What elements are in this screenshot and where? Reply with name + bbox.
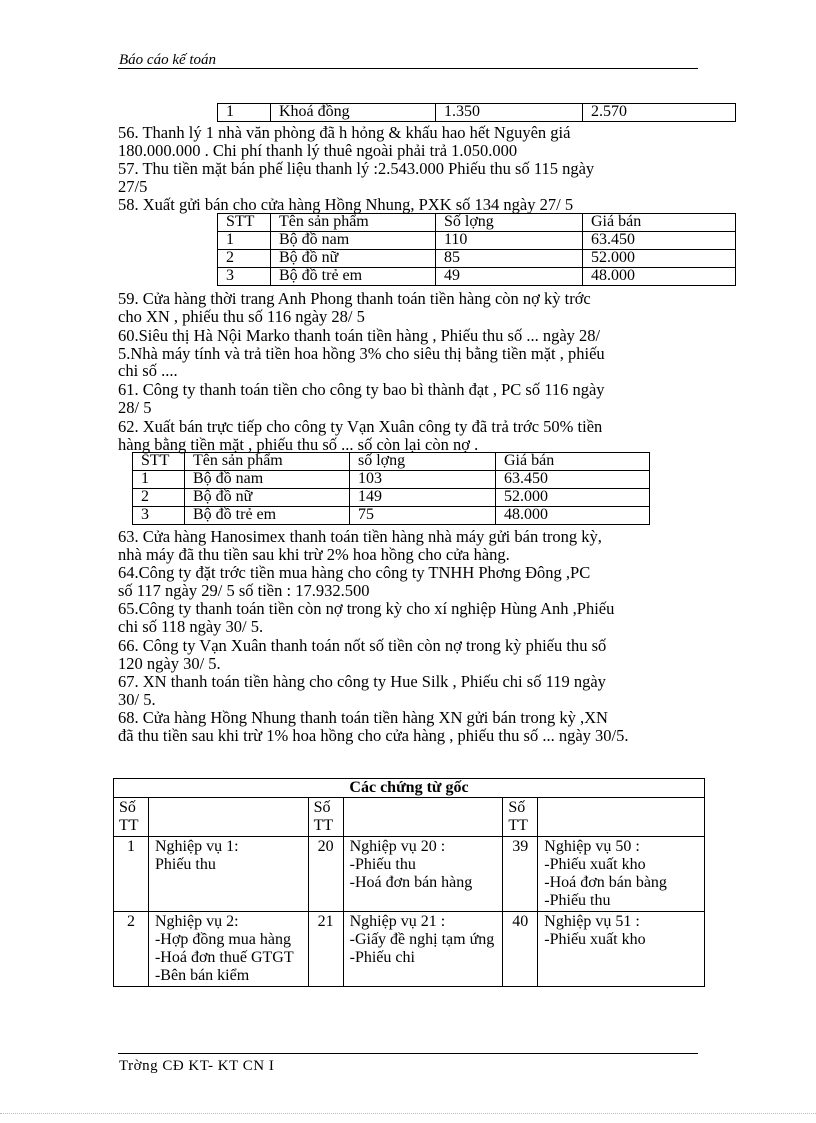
cell-line: Nghiệp vụ 2: — [154, 913, 239, 930]
table-cell: 39 — [503, 837, 538, 912]
item-62 — [118, 418, 698, 453]
column-header: Giá bán — [583, 214, 736, 232]
page-header: Báo cáo kế toán — [119, 52, 217, 68]
table-cell: 20 — [308, 837, 343, 912]
item-66 — [118, 637, 698, 672]
column-header: Tên sản phẩm — [271, 214, 436, 232]
cell-line: -Giấy đề nghị tạm ứng — [349, 931, 495, 948]
table-cell: 3 — [218, 268, 271, 286]
table-cell: 103 — [350, 471, 496, 489]
cell-line: -Phiếu thu — [544, 892, 611, 909]
product-table-62 — [132, 452, 650, 525]
table-cell: 149 — [350, 489, 496, 507]
column-header: Số TT — [503, 798, 538, 837]
table-cell: 1 — [114, 837, 149, 912]
item-64 — [118, 564, 698, 599]
table-cell — [148, 837, 308, 912]
footer-rule — [118, 1053, 698, 1054]
table-row — [133, 471, 650, 489]
item-58 — [118, 196, 698, 214]
table-cell: 21 — [308, 912, 343, 987]
text-line: 5.Nhà máy tính và trả tiền hoa hồng 3% cho siêu thị bằng tiền mặt , phiếu — [118, 343, 605, 363]
column-header: Số TT — [114, 798, 149, 837]
text-line: 60.Siêu thị Hà Nội Marko thanh toán tiền hàng , Phiếu thu số ... ngày 28/ — [118, 326, 601, 345]
text-line: chi số .... — [118, 361, 178, 380]
cell-line: Nghiệp vụ 20 : — [349, 838, 446, 855]
table-cell: 63.450 — [583, 232, 736, 250]
page-footer: Trờng CĐ KT- KT CN I — [119, 1058, 275, 1074]
table-cell: 1 — [218, 104, 271, 122]
table-row — [218, 104, 736, 122]
text-line: nhà máy đã thu tiền sau khi trừ 2% hoa hồng cho cửa hàng. — [118, 544, 510, 564]
table-cell: 49 — [436, 268, 583, 286]
table-cell — [538, 798, 705, 837]
text-line: 59. Cửa hàng thời trang Anh Phong thanh toán tiền hàng còn nợ kỳ trớc — [118, 289, 591, 308]
text-line: 28/ 5 — [118, 397, 152, 417]
table-row — [133, 507, 650, 525]
table-cell — [343, 798, 503, 837]
column-header: Giá bán — [496, 453, 650, 471]
cell-line: Nghiệp vụ 51 : — [544, 913, 640, 930]
text-line: 66. Công ty Vạn Xuân thanh toán nốt số tiền còn nợ trong kỳ phiếu thu số — [118, 636, 607, 655]
text-line: 63. Cửa hàng Hanosimex thanh toán tiền hàng nhà máy gửi bán trong kỳ, — [118, 527, 602, 546]
table-header-row — [218, 214, 736, 232]
item-60 — [118, 327, 698, 380]
table-cell: Bộ đồ trẻ em — [185, 507, 350, 525]
table-cell — [538, 912, 705, 987]
cell-line: Nghiệp vụ 50 : — [544, 838, 640, 855]
text-line: 57. Thu tiền mặt bán phế liệu thanh lý :2.543.000 Phiếu thu số 115 ngày — [118, 159, 595, 178]
table-cell — [343, 912, 503, 987]
text-line: 27/5 — [118, 176, 148, 196]
column-header: STT — [218, 214, 271, 232]
item-59 — [118, 290, 698, 325]
table-row — [218, 232, 736, 250]
table-row — [133, 489, 650, 507]
column-header: STT — [133, 453, 185, 471]
item-63 — [118, 528, 698, 563]
table-cell: 40 — [503, 912, 538, 987]
cell-line: -Hoá đơn thuế GTGT — [154, 949, 294, 966]
text-line: 65.Công ty thanh toán tiền còn nợ trong kỳ cho xí nghiệp Hùng Anh ,Phiếu — [118, 599, 615, 618]
cell-line: -Phiếu xuất kho — [544, 856, 646, 873]
top-partial-table — [217, 103, 736, 122]
table-header-row — [133, 453, 650, 471]
table-header-row — [114, 798, 705, 837]
table-title: Các chứng từ gốc — [114, 779, 705, 798]
table-cell: 52.000 — [583, 250, 736, 268]
table-cell: 2 — [114, 912, 149, 987]
text-line: 67. XN thanh toán tiền hàng cho công ty Hue Silk , Phiếu chi số 119 ngày — [118, 672, 606, 691]
table-cell: 75 — [350, 507, 496, 525]
column-header: số lợng — [350, 453, 496, 471]
table-cell: Bộ đồ nữ — [271, 250, 436, 268]
table-cell: 110 — [436, 232, 583, 250]
item-61 — [118, 381, 698, 416]
text-line: 61. Công ty thanh toán tiền cho công ty bao bì thành đạt , PC số 116 ngày — [118, 380, 605, 399]
table-cell: 48.000 — [583, 268, 736, 286]
text-line: 62. Xuất bán trực tiếp cho công ty Vạn Xuân công ty đã trả trớc 50% tiền — [118, 417, 603, 436]
text-line: 56. Thanh lý 1 nhà văn phòng đã h hỏng & khấu hao hết Nguyên giá — [118, 123, 571, 142]
table-row — [114, 837, 705, 912]
column-header: Tên sản phẩm — [185, 453, 350, 471]
product-table-58 — [217, 213, 736, 286]
text-line: 68. Cửa hàng Hồng Nhung thanh toán tiền hàng XN gửi bán trong kỳ ,XN — [118, 708, 608, 727]
cell-line: -Hoá đơn bán bàng — [544, 874, 667, 891]
item-65 — [118, 600, 698, 635]
table-cell: 1.350 — [436, 104, 583, 122]
item-57 — [118, 160, 698, 195]
header-rule — [118, 68, 698, 69]
table-cell: 85 — [436, 250, 583, 268]
table-row — [114, 912, 705, 987]
item-68 — [118, 709, 698, 744]
table-cell: 2 — [218, 250, 271, 268]
cell-line: Phiếu thu — [154, 856, 216, 873]
table-title-row — [114, 779, 705, 798]
table-cell: 2 — [133, 489, 185, 507]
source-documents-table — [113, 778, 705, 987]
text-line: 30/ 5. — [118, 689, 156, 709]
text-line: 180.000.000 . Chi phí thanh lý thuê ngoài phải trả 1.050.000 — [118, 140, 518, 160]
page-edge-divider — [0, 1113, 816, 1114]
table-cell: 1 — [133, 471, 185, 489]
column-header: Số lợng — [436, 214, 583, 232]
table-cell: 52.000 — [496, 489, 650, 507]
table-cell: Bộ đồ nam — [185, 471, 350, 489]
table-cell — [148, 798, 308, 837]
table-cell: Bộ đồ trẻ em — [271, 268, 436, 286]
text-line: đã thu tiền sau khi trừ 1% hoa hồng cho cửa hàng , phiếu thu số ... ngày 30/5. — [118, 725, 629, 745]
cell-line: Nghiệp vụ 1: — [154, 838, 239, 855]
table-cell: Bộ đồ nam — [271, 232, 436, 250]
cell-line: -Bên bán kiểm — [154, 967, 250, 984]
text-line: 64.Công ty đặt trớc tiền mua hàng cho công ty TNHH Phơng Đông ,PC — [118, 563, 591, 582]
table-cell: 1 — [218, 232, 271, 250]
text-line: 58. Xuất gửi bán cho cửa hàng Hồng Nhung, PXK số 134 ngày 27/ 5 — [118, 195, 574, 214]
cell-line: -Phiếu xuất kho — [544, 931, 646, 948]
table-row — [218, 268, 736, 286]
text-line: số 117 ngày 29/ 5 số tiền : 17.932.500 — [118, 580, 370, 600]
text-line: cho XN , phiếu thu số 116 ngày 28/ 5 — [118, 306, 365, 326]
cell-line: -Hoá đơn bán hàng — [349, 874, 473, 891]
table-cell: 48.000 — [496, 507, 650, 525]
cell-line: -Phiếu thu — [349, 856, 416, 873]
table-cell: Bộ đồ nữ — [185, 489, 350, 507]
table-cell — [148, 912, 308, 987]
table-cell: 2.570 — [583, 104, 736, 122]
table-cell — [538, 837, 705, 912]
item-67 — [118, 673, 698, 708]
cell-line: -Hợp đồng mua hàng — [154, 931, 291, 948]
text-line: hàng bằng tiền mặt , phiếu thu số ... số còn lại còn nợ . — [118, 434, 479, 454]
table-cell — [343, 837, 503, 912]
text-line: chi số 118 ngày 30/ 5. — [118, 616, 264, 636]
table-cell: 63.450 — [496, 471, 650, 489]
table-row — [218, 250, 736, 268]
cell-line: -Phiếu chi — [349, 949, 415, 966]
item-56 — [118, 124, 698, 159]
text-line: 120 ngày 30/ 5. — [118, 653, 221, 673]
column-header: Số TT — [308, 798, 343, 837]
cell-line: Nghiệp vụ 21 : — [349, 913, 446, 930]
table-cell: Khoá đồng — [271, 104, 436, 122]
table-cell: 3 — [133, 507, 185, 525]
